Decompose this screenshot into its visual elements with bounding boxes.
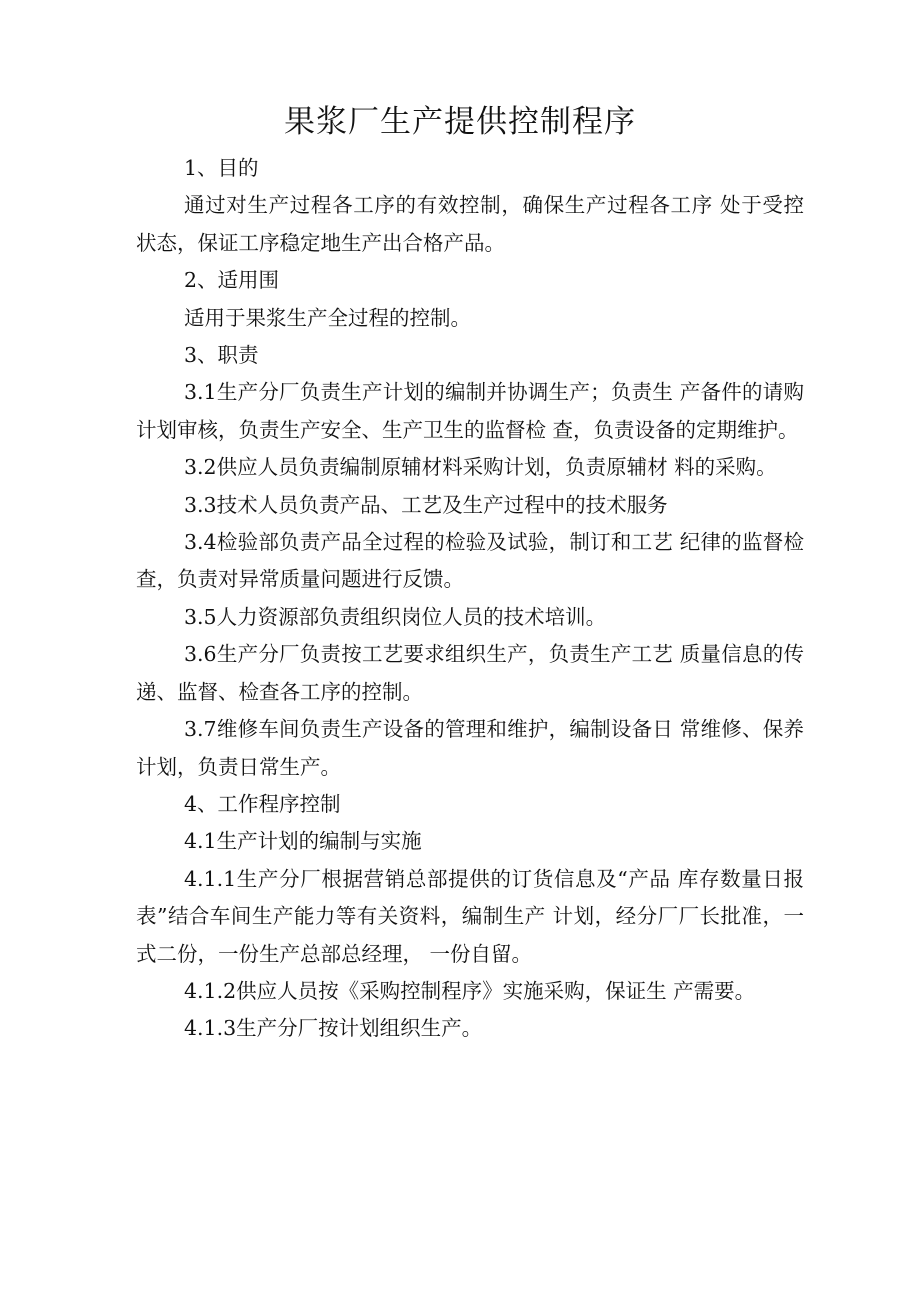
document-title: 果浆厂生产提供控制程序 [284,104,636,140]
section-heading-purpose: 1、目的 [184,156,259,180]
document-body [136,150,804,1048]
paragraph-3-3: 3.3技术人员负责产品、工艺及生产过程中的技术服务 [184,492,668,517]
section-heading-responsibilities: 3、职责 [184,343,259,368]
paragraph-3-4: 3.4检验部负责产品全过程的检验及试验，制订和工艺 纪律的监督检查，负责对异常质量问题进行反馈。 [136,530,804,592]
paragraph-3-7: 3.7维修车间负责生产设备的管理和维护，编制设备日 常维修、保养计划，负责日常生产。 [136,717,804,779]
paragraph-3-5: 3.5人力资源部负责组织岗位人员的技术培训。 [184,604,607,629]
paragraph-3-1: 3.1生产分厂负责生产计划的编制并协调生产；负责生 产备件的请购计划审核，负责生产安全、生产卫生的监督检 查，负责设备的定期维护。 [136,380,804,442]
paragraph-purpose: 通过对生产过程各工序的有效控制，确保生产过程各工序 处于受控状态，保证工序稳定地生产出合格产品。 [136,193,804,255]
paragraph-3-2: 3.2供应人员负责编制原辅材料采购计划，负责原辅材 料的采购。 [184,455,777,480]
paragraph-3-6: 3.6生产分厂负责按工艺要求组织生产，负责生产工艺 质量信息的传递、监督、检查各工序的控制。 [136,642,804,704]
paragraph-4-1-3: 4.1.3生产分厂按计划组织生产。 [184,1016,483,1041]
section-heading-procedure: 4、工作程序控制 [184,791,341,816]
paragraph-scope: 适用于果浆生产全过程的控制。 [184,305,471,330]
section-heading-scope: 2、适用围 [184,268,280,293]
paragraph-4-1: 4.1生产计划的编制与实施 [184,829,422,854]
paragraph-4-1-2: 4.1.2供应人员按《采购控制程序》实施采购，保证生 产需要。 [184,978,756,1003]
paragraph-4-1-1: 4.1.1生产分厂根据营销总部提供的订货信息及“产品 库存数量日报表”结合车间生产能力等有关资料，编制生产 计划，经分厂厂长批准，一式二份，一份生产总部总经理， 一份自留。 [136,866,804,966]
